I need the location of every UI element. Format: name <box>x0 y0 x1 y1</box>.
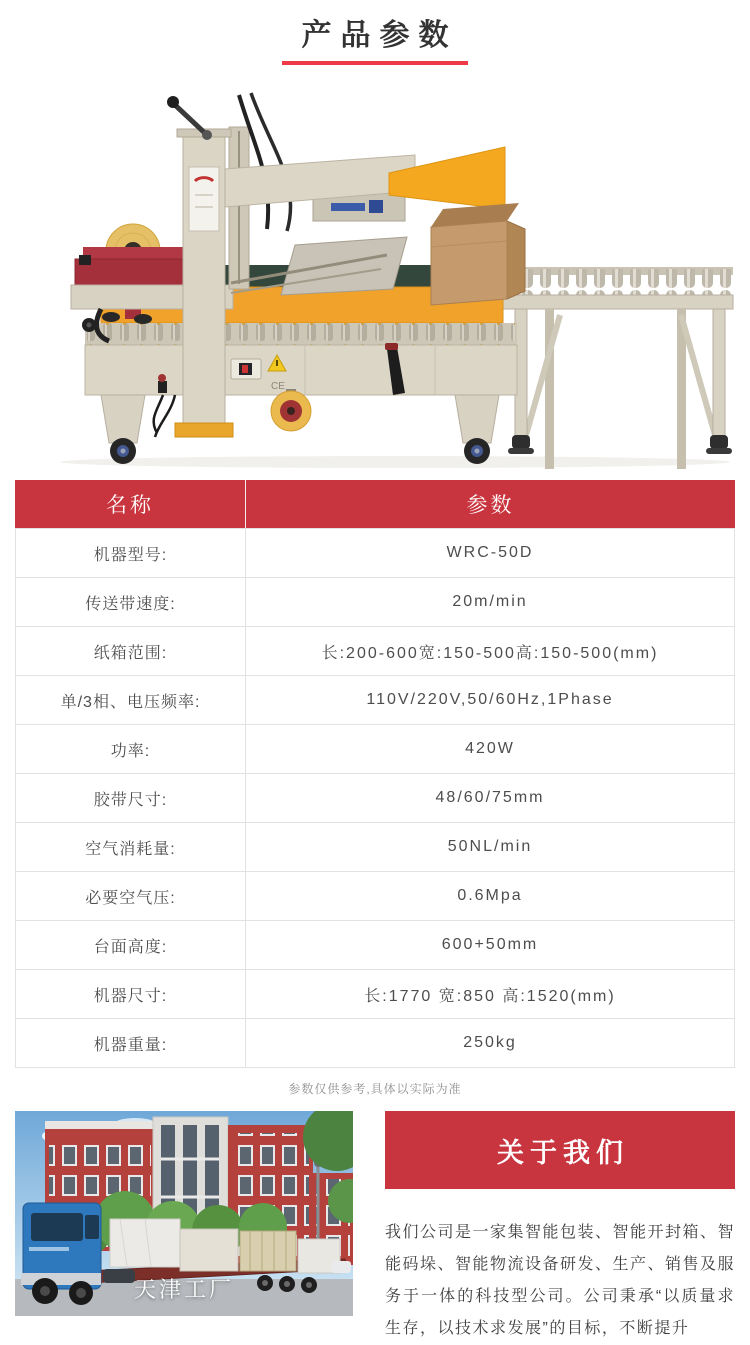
spec-row-tape-size <box>16 773 734 822</box>
spec-label: 胶带尺寸: <box>16 774 246 822</box>
spec-value: 50NL/min <box>447 838 533 855</box>
spec-row-air-pressure <box>16 871 734 920</box>
sealing-machine-illustration <box>15 79 735 469</box>
title-underline <box>282 61 468 65</box>
about-title: 关于我们 <box>497 1137 629 1168</box>
spec-row-model <box>16 528 734 577</box>
column-header-name: 名称 <box>15 480 246 528</box>
carton-box <box>431 203 525 305</box>
page-title: 产品参数 <box>301 19 458 52</box>
spec-label: 空气消耗量: <box>16 823 246 871</box>
spec-value: 600+50mm <box>441 936 539 953</box>
spec-label: 必要空气压: <box>16 872 246 920</box>
column-header-param: 参数 <box>466 494 515 517</box>
about-us <box>385 1111 735 1345</box>
spec-row-carton-range <box>16 626 734 675</box>
spec-row-belt-speed <box>16 577 734 626</box>
floor-shadow <box>60 456 730 468</box>
about-section <box>15 1111 735 1345</box>
spec-row-table-height <box>16 920 734 969</box>
spec-label: 台面高度: <box>16 921 246 969</box>
about-title-block <box>385 1111 735 1189</box>
spec-row-machine-size <box>16 969 734 1018</box>
spec-value: 250kg <box>463 1034 517 1051</box>
spec-value: 长:1770 宽:850 高:1520(mm) <box>364 987 616 1005</box>
spec-row-machine-weight <box>16 1018 734 1067</box>
spec-table-header <box>15 480 735 528</box>
spec-row-power <box>16 724 734 773</box>
spec-row-air-consumption <box>16 822 734 871</box>
spec-value: 110V/220V,50/60Hz,1Phase <box>366 691 614 708</box>
spec-table <box>15 480 735 1068</box>
spec-label: 传送带速度: <box>16 578 246 626</box>
spec-label: 机器型号: <box>16 529 246 577</box>
spec-label: 功率: <box>16 725 246 773</box>
page-header <box>0 0 750 65</box>
spec-value: 0.6Mpa <box>457 887 523 904</box>
spec-label: 机器尺寸: <box>16 970 246 1018</box>
spec-value: 420W <box>465 740 515 757</box>
about-paragraph: 我们公司是一家集智能包装、智能开封箱、智能码垛、智能物流设备研发、生产、销售及服务于一体的科技型公司。公司秉承“以质量求生存，以技术求发展”的目标，不断提升 <box>385 1224 736 1337</box>
spec-label: 单/3相、电压频率: <box>16 676 246 724</box>
outfeed-conveyor <box>501 267 733 469</box>
table-note: 参数仅供参考,具体以实际为准 <box>288 1082 462 1096</box>
factory-caption: 天津工厂 <box>133 1277 235 1302</box>
spec-value: WRC-50D <box>446 544 534 561</box>
spec-label: 机器重量: <box>16 1019 246 1067</box>
spec-value: 48/60/75mm <box>435 789 545 806</box>
spec-value: 20m/min <box>452 593 528 610</box>
factory-photo <box>15 1111 353 1316</box>
spec-value: 长:200-600宽:150-500高:150-500(mm) <box>321 644 659 662</box>
spec-row-voltage <box>16 675 734 724</box>
spec-label: 纸箱范围: <box>16 627 246 675</box>
svg-text:CE: CE <box>271 381 285 392</box>
product-photo <box>15 79 735 469</box>
